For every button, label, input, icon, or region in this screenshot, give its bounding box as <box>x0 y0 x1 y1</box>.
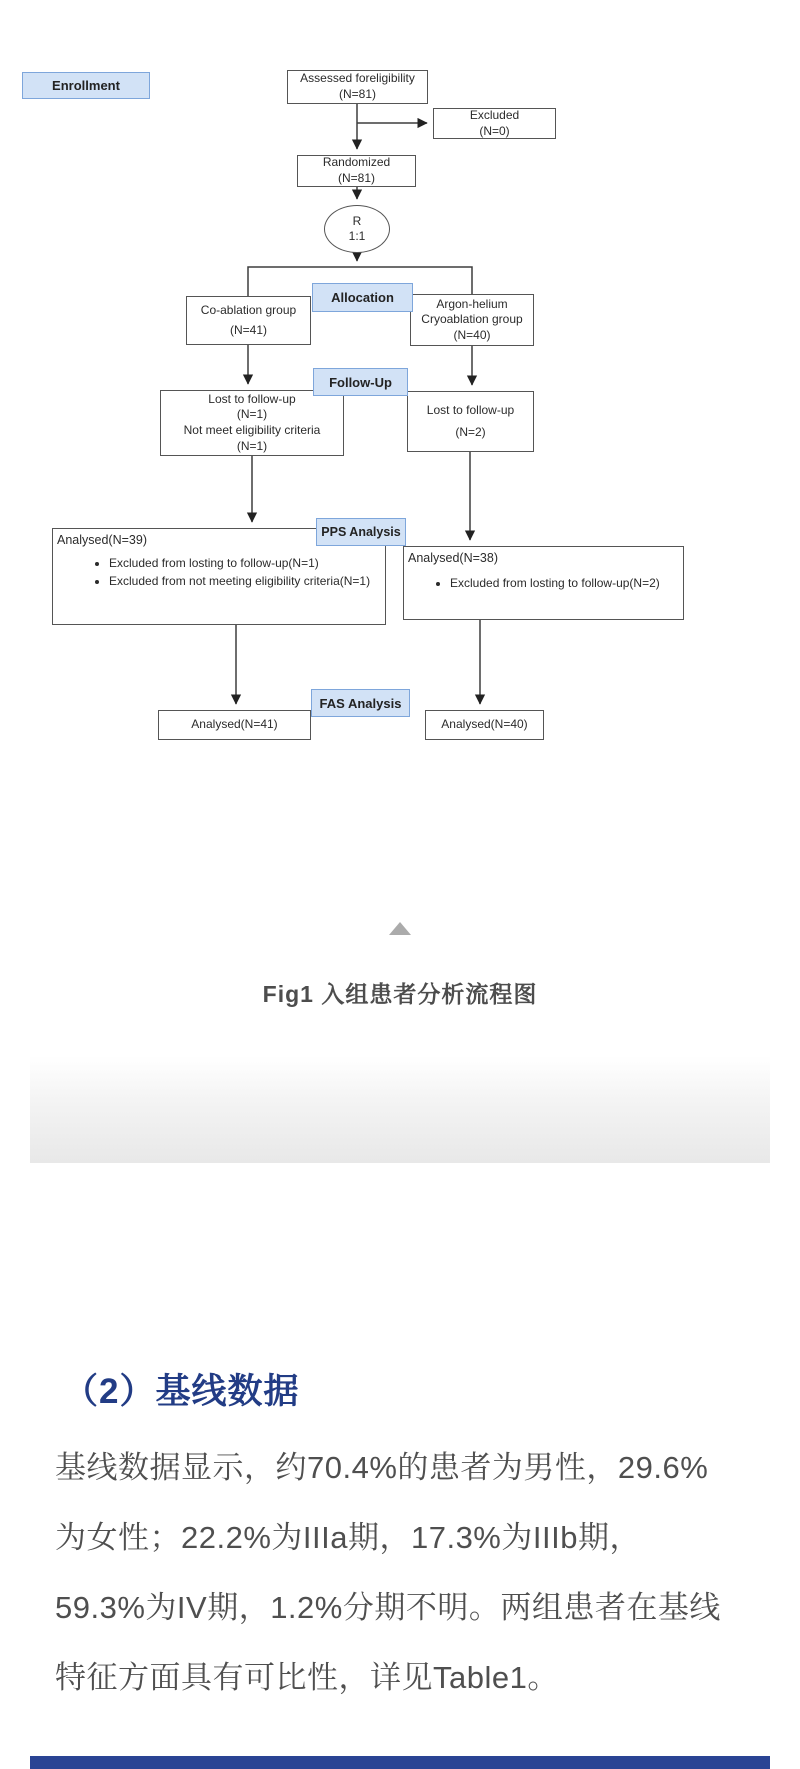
group-right-line1: Argon-helium <box>436 296 508 311</box>
stage-label-pps-analysis: PPS Analysis <box>316 518 406 546</box>
fas-analysed-right-box <box>425 710 544 740</box>
stage-label-follow-up: Follow-Up <box>313 368 408 396</box>
ratio-line1: R <box>352 214 362 228</box>
pps-left-title: Analysed(N=39) <box>57 533 147 547</box>
excluded-line1: Excluded <box>469 107 520 122</box>
lost-right-line1: Lost to follow-up <box>426 402 515 417</box>
section-heading-baseline-data: （2）基线数据 <box>63 1372 300 1411</box>
pps-right-title: Analysed(N=38) <box>408 551 498 565</box>
section-divider-fade <box>30 1056 770 1163</box>
co-ablation-group-box <box>186 296 311 345</box>
paragraph-line: 基线数据显示，约70.4%的患者为男性，29.6% <box>55 1450 709 1485</box>
stage-label-enrollment: Enrollment <box>22 72 150 99</box>
lost-followup-left-box <box>160 390 344 456</box>
lost-left-line1: Lost to follow-up <box>208 391 296 406</box>
lost-followup-right-box <box>407 391 534 452</box>
randomized-line2: (N=81) <box>337 171 375 185</box>
pps-left-bullet2: • Excluded from not meeting eligibility criteria(N=1) <box>109 574 370 590</box>
pps-analysed-right-box <box>403 546 684 620</box>
fas-left-label: Analysed(N=41) <box>191 717 278 732</box>
assessed-line2: (N=81) <box>338 87 376 101</box>
pps-left-bullet-list <box>57 556 370 591</box>
ratio-line2: 1:1 <box>348 229 366 243</box>
lost-left-line2: (N=1) <box>236 407 268 422</box>
collapse-figure-triangle-icon[interactable] <box>389 922 411 935</box>
paragraph-line: 特征方面具有可比性，详见Table1。 <box>55 1660 559 1695</box>
group-right-line2: Cryoablation group <box>421 312 523 327</box>
randomized-line1: Randomized <box>322 155 391 170</box>
figure-caption: Fig1 入组患者分析流程图 <box>262 981 538 1007</box>
flowchart-connectors <box>0 0 800 880</box>
fas-right-label: Analysed(N=40) <box>441 717 528 732</box>
excluded-line2: (N=0) <box>479 123 510 138</box>
pps-right-bullet-list <box>408 576 660 594</box>
lost-left-line4: (N=1) <box>236 438 268 453</box>
assessed-box <box>287 70 428 104</box>
table1-header-bar <box>30 1756 770 1769</box>
stage-label-allocation: Allocation <box>312 283 413 312</box>
group-right-line3: (N=40) <box>453 327 491 342</box>
paragraph-line: 为女性；22.2%为IIIa期，17.3%为IIIb期， <box>55 1520 641 1555</box>
pps-left-bullet1: • Excluded from losting to follow-up(N=1) <box>109 556 370 572</box>
paragraph-line: 59.3%为IV期，1.2%分期不明。两组患者在基线 <box>55 1590 721 1625</box>
randomization-ratio-ellipse <box>324 205 390 253</box>
randomized-box <box>297 155 416 187</box>
excluded-box <box>433 108 556 139</box>
assessed-line1: Assessed foreligibility <box>300 71 415 86</box>
argon-helium-group-box <box>410 294 534 346</box>
pps-right-bullet1: • Excluded from losting to follow-up(N=2) <box>450 576 660 592</box>
group-left-line1: Co-ablation group <box>200 303 297 318</box>
lost-left-line3: Not meet eligibility criteria <box>183 423 321 437</box>
lost-right-line2: (N=2) <box>455 424 486 439</box>
group-left-line2: (N=41) <box>229 322 267 337</box>
stage-label-fas-analysis: FAS Analysis <box>311 689 410 717</box>
fas-analysed-left-box <box>158 710 311 740</box>
